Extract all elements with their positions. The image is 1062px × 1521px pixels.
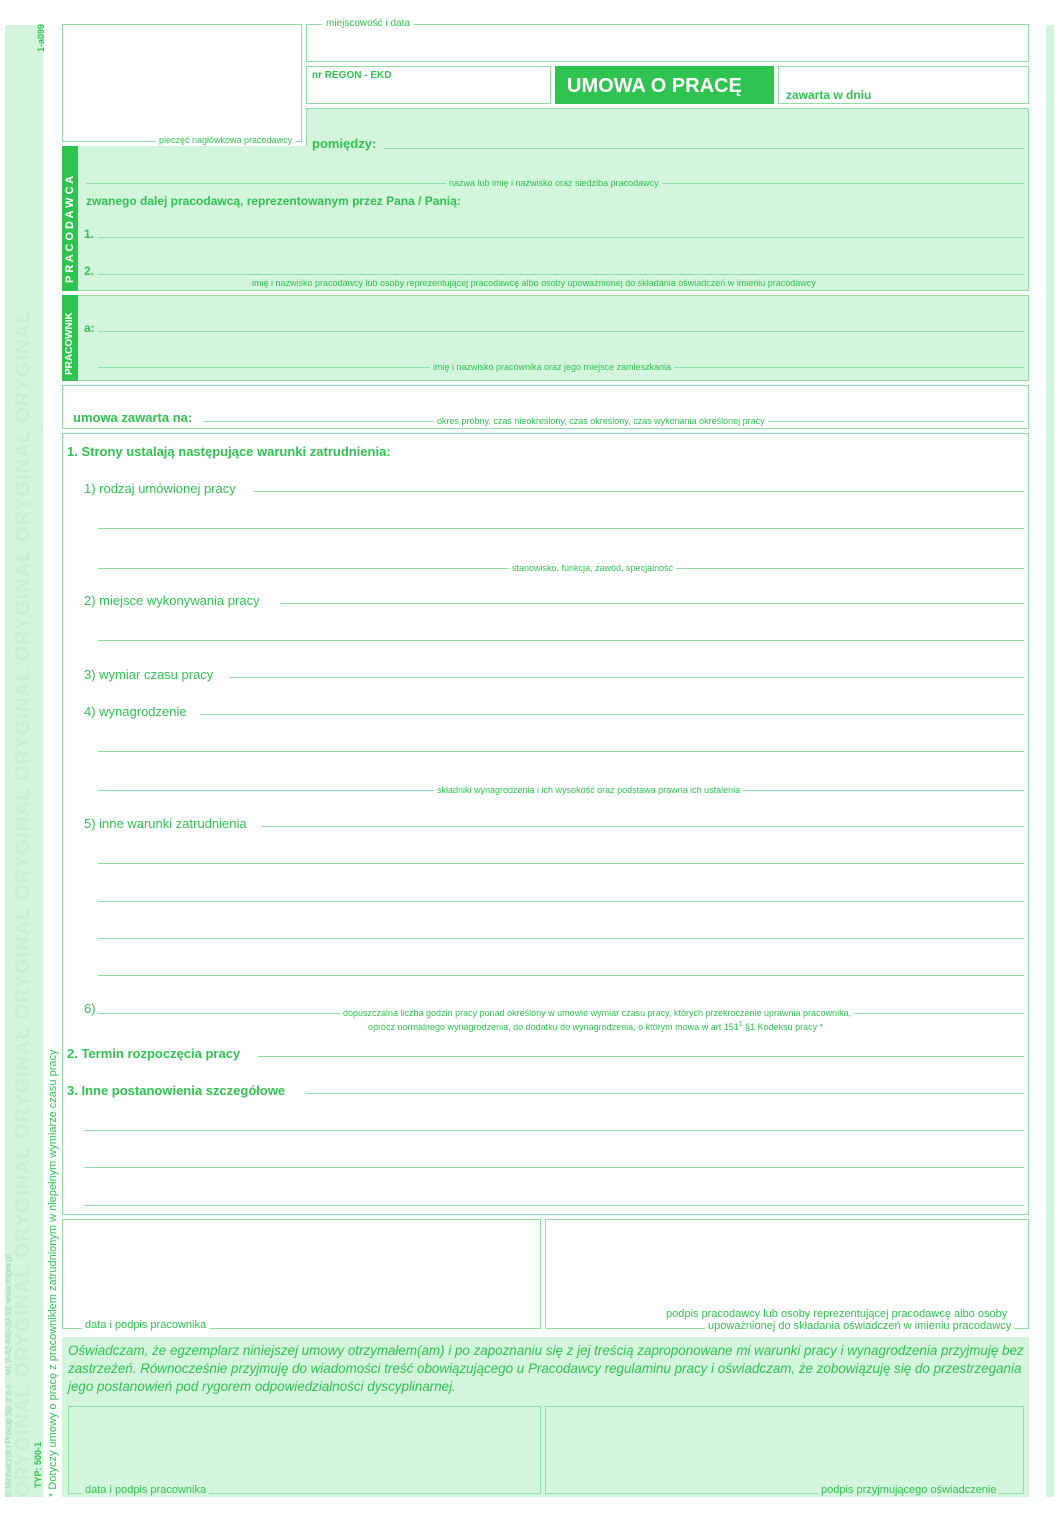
rep-1-number: 1. [84,227,95,241]
other-line-1[interactable] [306,1093,1024,1094]
document-title: UMOWA O PRACĘ [567,75,742,97]
rep-2-line[interactable] [98,274,1024,275]
start-date-line[interactable] [258,1056,1024,1057]
place-date-label: miejscowość i data [322,19,414,29]
employer-signature-label-2: upoważnionej do składania oświadczeń w imieniu pracodawcy [705,1321,1014,1332]
represented-label: zwanego dalej pracodawcą, reprezentowanym przez Pana / Panią: [86,194,461,208]
term-4-line-2[interactable] [98,751,1024,752]
employee-line-1[interactable] [98,331,1024,332]
employer-signature-label-1: podpis pracodawcy lub osoby reprezentującej pracodawcę albo osoby [663,1309,1010,1320]
stamp-box[interactable] [62,24,302,142]
start-date-label: 2. Termin rozpoczęcia pracy [67,1046,241,1061]
term-5-line-2[interactable] [98,863,1024,864]
employer-side-label: P R A C O D A W C A [64,175,76,283]
regon-label: nr REGON - EKD [312,70,392,81]
term-4-line-1[interactable] [200,714,1024,715]
term-5-line-4[interactable] [98,938,1024,939]
form-type: TYP: 500-1 [33,1441,43,1488]
term-2-label: 2) miejsce wykonywania pracy [84,593,260,608]
declaration-employee-label: data i podpis pracownika [82,1485,209,1496]
term-5-line-3[interactable] [98,901,1024,902]
other-line-3[interactable] [84,1167,1024,1168]
term-4-label: 4) wynagrodzenie [84,704,187,719]
term-2-line-1[interactable] [280,603,1024,604]
term-2-line-2[interactable] [98,640,1024,641]
employee-hint: imię i nazwisko pracownika oraz jego miejsce zamieszkania [430,363,674,372]
contract-type-label: umowa zawarta na: [73,410,193,425]
contract-type-hint: okres próbny, czas nieokreślony, czas określony, czas wykonania określonej pracy [434,417,768,426]
term-3-label: 3) wymiar czasu pracy [84,667,214,682]
right-strip [1046,25,1054,1497]
declaration-receiver-signature[interactable] [545,1406,1024,1494]
declaration-employee-signature[interactable] [68,1406,541,1494]
between-line[interactable] [384,148,1024,149]
term-6-hint-3-text: §1 Kodeksu pracy * [742,1022,824,1032]
other-line-4[interactable] [84,1205,1024,1206]
form-code: 1-a099 [36,23,46,52]
other-line-2[interactable] [84,1130,1024,1131]
employee-signature-label: data i podpis pracownika [82,1320,209,1331]
term-6-label: 6) [84,1001,96,1016]
term-6-hint-1: dopuszczalna liczba godzin pracy ponad określony w umowie wymiar czasu pracy, których przekroczenie uprawnia pracownika, [340,1009,854,1018]
concluded-label: zawarta w dniu [786,88,872,102]
between-label: pomiędzy: [312,136,377,151]
term-6-hint-2-text: oprócz normalnego wynagrodzenia, do dodatku do wynagrodzenia, o którym mowa w art 151 [368,1022,739,1032]
employer-name-hint: nazwa lub imię i nazwisko oraz siedziba pracodawcy [446,179,662,188]
rep-hint: imię i nazwisko pracodawcy lub osoby reprezentującej pracodawcę albo osoby upoważnionej do składania oświadczeń w imieniu pracodawcy [252,278,816,288]
term-1-line-1[interactable] [254,491,1024,492]
term-1-label: 1) rodzaj umówionej pracy [84,481,236,496]
term-5-line-1[interactable] [262,826,1024,827]
other-provisions-label: 3. Inne postanowienia szczegółowe [67,1083,286,1098]
rep-1-line[interactable] [98,237,1024,238]
watermark-text: ORYGINAŁ ORYGINAŁ ORYGINAŁ ORYGINAŁ ORYGINAŁ ORYGINAŁ ORYGINAŁ ORYGINAŁ ORYGINAŁ ORYGINAŁ [12,309,34,1497]
declaration-receiver-label: podpis przyjmującego oświadczenie [818,1485,999,1496]
employer-section [306,108,1029,151]
stamp-label: pieczęć nagłówkowa pracodawcy [156,136,295,145]
term-6-hint-sup: 1 [738,1021,743,1028]
declaration-text: Oświadczam, że egzemplarz niniejszej umowy otrzymałem(am) i po zapoznaniu się z jej treścią zaproponowane mi warunki pracy i wynagrodzenia przyjmuję bez zastrzeżeń. Równocześnie przyjmuję do wiadomości treść obowiązującego u Pracodawcy regulaminu pracy i oświadczam, że zobowiązuję się do przestrzegania jego postanowień pod rygorem odpowiedzialności dyscyplinarnej. [68,1343,1024,1394]
place-date-field[interactable] [306,24,1029,62]
term-3-line[interactable] [230,677,1024,678]
rep-2-number: 2. [84,264,95,278]
terms-heading: 1. Strony ustalają następujące warunki zatrudnienia: [67,444,391,459]
term-1-hint: stanowisko, funkcja, zawód, specjalność [509,564,676,573]
employee-signature-box[interactable] [62,1219,541,1329]
term-1-line-2[interactable] [98,528,1024,529]
publisher-info: © Michalczyk i Prokop Sp. z o.o. · tel. 0-42-640-39-59, www.mipro.pl [4,1255,13,1497]
term-4-hint: składniki wynagrodzenia i ich wysokość oraz podstawa prawna ich ustalenia [434,786,743,795]
employee-a-label: a: [84,321,95,335]
employer-section-main [62,146,1029,291]
term-5-line-5[interactable] [98,975,1024,976]
footnote: * Dotyczy umowy o pracę z pracownikiem zatrudnionym w niepełnym wymiarze czasu pracy [47,1049,59,1497]
term-5-label: 5) inne warunki zatrudnienia [84,816,247,831]
term-6-hint-2 [368,1021,823,1032]
employee-side-label: PRACOWNIK [64,312,75,375]
